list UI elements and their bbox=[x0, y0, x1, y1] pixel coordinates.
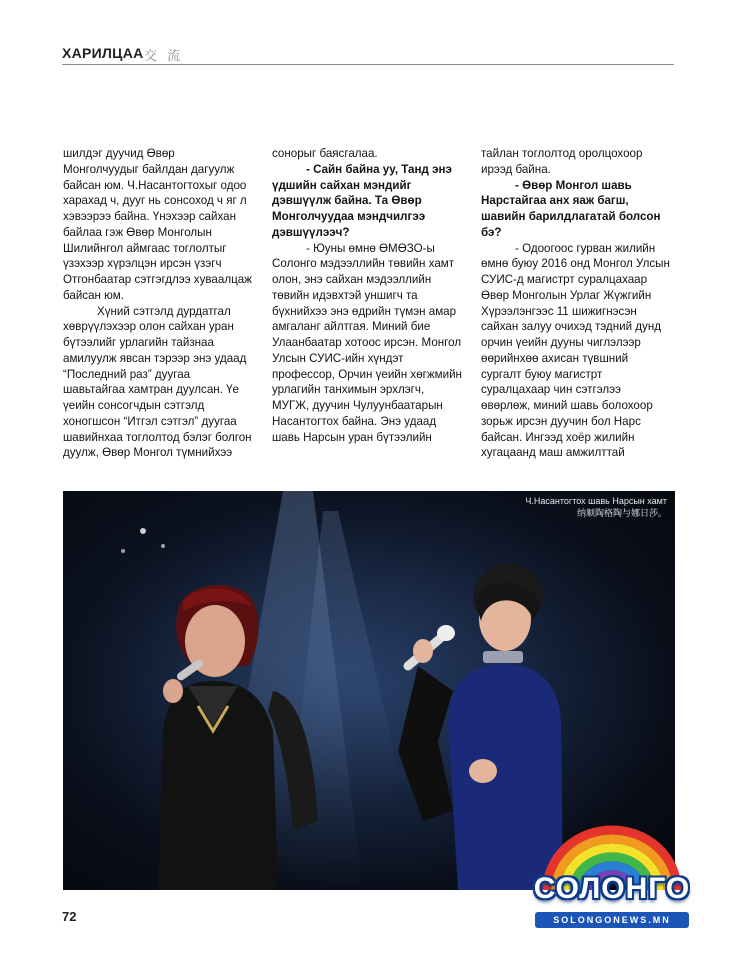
logo-name: СОЛОНГО bbox=[533, 872, 691, 905]
page-number: 72 bbox=[62, 909, 77, 924]
paragraph: - Одоогоос гурван жилийн өмнө буюу 2016 онд Монгол Улсын СУИС-д магистрт суралцахаар Өвөр Монголын Урлаг Жүжгийн Хүрээлэнгээс 11 шижигнэсэн сайхан залуу очихэд тэдний дунд орчин үеийн дууны чиглэлээр өөрийнхөө ахисан түвшний сургалт буюу магистрт суралцахаар чин сэтгэлээ өвөрлөж, миний шавь болохоор зорьж ирсэн дуучин бол Нарс байсан. Ингээд хоёр жилийн хугацаанд маш амжилттай bbox=[481, 241, 670, 460]
section-title: ХАРИЛЦАА bbox=[62, 45, 144, 61]
interview-question: - Сайн байна уу, Танд энэ үдшийн сайхан мэндийг дэвшүүлж байна. Та Өвөр Монголчуудаа мэндчилгээ дэвшүүлээч? bbox=[272, 162, 452, 239]
page-header bbox=[62, 44, 674, 65]
logo-url: SOLONGONEWS.MN bbox=[535, 912, 689, 928]
section-title-cjk: 交 流 bbox=[144, 49, 184, 64]
caption-chinese: 纳顺陶格陶与娜日莎。 bbox=[576, 508, 667, 518]
photo-caption bbox=[525, 495, 667, 519]
paragraph: Хүний сэтгэлд дурдатгал хөврүүлэхээр олон сайхан уран бүтээлийг урлагийн тайзнаа амилуулж явсан тэрээр энэ удаад “Последний раз” дуугаа шавьтайгаа хамтран дуулсан. Үе үеийн сонсогчдын сэтгэлд хоногшсон “Итгэл сэтгэл” дуугаа шавийнхаа тоглолтод бэлэг болгон дуулж, Өвөр Монгол түмнийхээ bbox=[63, 304, 252, 460]
paragraph: сонорыг баясгалаа. bbox=[272, 147, 378, 160]
paragraph: шилдэг дуучид Өвөр Монголчуудыг байлдан дагуулж байсан юм. Ч.Насантогтохыг одоо харахад ч, дууг нь сонсоход ч яг л хэвээрээ байна. Үнэхээр сайхан байлаа гэж Өвөр Монголын Шилийнгол аймгаас тоглолтыг үзэхээр хүрэлцэн ирсэн үзэгч Отгонбаатар сэтгэгдлээ хуваалцаж байсан юм. bbox=[63, 147, 252, 302]
paragraph: тайлан тоглолтод оролцохоор ирээд байна. bbox=[481, 147, 643, 176]
interview-question: - Өвөр Монгол шавь Нарстайгаа анх яаж багш, шавийн барилдлагатай болсон бэ? bbox=[481, 178, 661, 239]
article-column-1 bbox=[63, 146, 253, 461]
article-column-3 bbox=[481, 146, 671, 461]
article-column-2 bbox=[272, 146, 462, 445]
paragraph: - Юуны өмнө ӨМӨЗО-ы Солонго мэдээллийн төвийн хамт олон, энэ сайхан мэдээллийн төвийн идэвхтэй уншигч та бүхнийхээ энэ өдрийн түмэн амар амгаланг айлтгая. Миний бие Улаанбаатар хотоос ирсэн. Монгол Улсын СУИС-ийн хүндэт профессор, Орчин үеийн хөгжмийн урлагийн танхимын эрхлэгч, МУГЖ, дуучин Чулуунбаатарын Насантогтох байна. Энэ удаад шавь Нарсын уран бүтээлийн bbox=[272, 241, 462, 444]
caption-mongolian: Ч.Насантогтох шавь Нарсын хамт bbox=[525, 496, 667, 506]
solongo-logo bbox=[527, 820, 697, 940]
